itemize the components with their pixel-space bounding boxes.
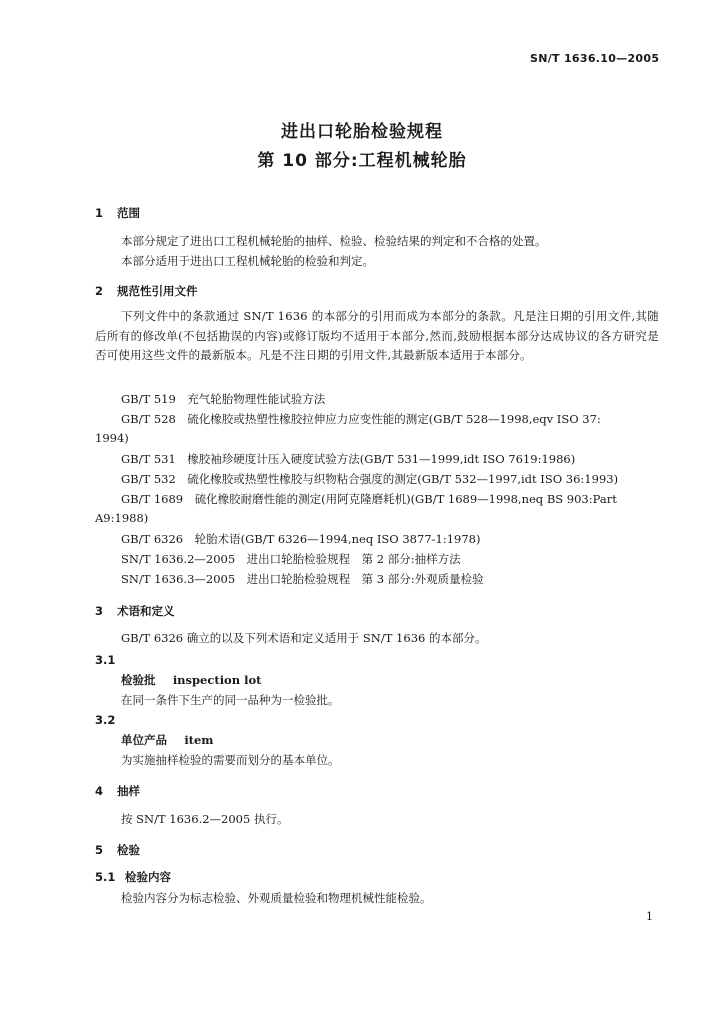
paragraph: 按 SN/T 1636.2—2005 执行。 [121,812,289,826]
subsection-5-1-heading [95,869,171,885]
term-number: 3.2 [95,713,116,727]
section-title: 检验 [117,843,140,857]
section-number: 4 [95,784,104,798]
page-number: 1 [646,910,653,923]
paragraph: 本部分规定了进出口工程机械轮胎的抽样、检验、检验结果的判定和不合格的处置。 [121,234,547,248]
section-number: 2 [95,284,104,298]
paragraph: 下列文件中的条款通过 SN/T 1636 的本部分的引用而成为本部分的条款。凡是注日期的引用文件,其随后所有的修改单(不包括勘误的内容)或修订版均不适用于本部分,然而,鼓励根据本部分达成协议的各方研究是否可使用这些文件的最新版本。凡是不注日期的引用文件,其最新版本适用于本部分。 [95,309,659,362]
document-subtitle: 第 10 部分:工程机械轮胎 [257,151,467,171]
section-number: 1 [95,206,104,220]
subsection-number: 5.1 [95,870,116,884]
reference-item-continued: A9:1988) [95,511,149,525]
section-title: 范围 [117,206,140,220]
reference-item: GB/T 6326 轮胎术语(GB/T 6326—1994,neq ISO 3877-1:1978) [121,532,481,546]
term-english: item [184,733,214,747]
section-5-heading [95,842,140,858]
reference-item: GB/T 519 充气轮胎物理性能试验方法 [121,392,326,406]
term-heading [121,672,261,688]
section-2-heading [95,283,198,299]
paragraph: GB/T 6326 确立的以及下列术语和定义适用于 SN/T 1636 的本部分。 [121,631,487,645]
term-heading [121,732,213,748]
section-number: 5 [95,843,104,857]
section-3-heading [95,603,175,619]
term-number: 3.1 [95,653,116,667]
reference-item: GB/T 528 硫化橡胶或热塑性橡胶拉伸应力应变性能的测定(GB/T 528—1998,eqv ISO 37: [121,412,601,426]
term-definition: 为实施抽样检验的需要而划分的基本单位。 [121,753,340,767]
paragraph: 检验内容分为标志检验、外观质量检验和物理机械性能检验。 [121,891,432,905]
reference-item: SN/T 1636.3—2005 进出口轮胎检验规程 第 3 部分:外观质量检验 [121,572,484,586]
subsection-title: 检验内容 [125,870,171,884]
section-title: 抽样 [117,784,140,798]
reference-item: SN/T 1636.2—2005 进出口轮胎检验规程 第 2 部分:抽样方法 [121,552,461,566]
section-4-heading [95,783,140,799]
reference-item-continued: 1994) [95,431,129,445]
reference-item: GB/T 532 硫化橡胶或热塑性橡胶与织物粘合强度的测定(GB/T 532—1997,idt ISO 36:1993) [121,472,619,486]
reference-item: GB/T 531 橡胶袖珍硬度计压入硬度试验方法(GB/T 531—1999,idt ISO 7619:1986) [121,452,576,466]
term-chinese: 检验批 [121,673,156,687]
term-definition: 在同一条件下生产的同一品种为一检验批。 [121,693,340,707]
section-number: 3 [95,604,104,618]
section-1-heading [95,205,140,221]
standard-code: SN/T 1636.10—2005 [530,52,660,65]
paragraph: 本部分适用于进出口工程机械轮胎的检验和判定。 [121,254,374,268]
term-english: inspection lot [172,673,262,687]
term-chinese: 单位产品 [121,733,167,747]
section-title: 术语和定义 [117,604,175,618]
section-title: 规范性引用文件 [117,284,198,298]
document-title: 进出口轮胎检验规程 [281,122,443,142]
reference-item: GB/T 1689 硫化橡胶耐磨性能的测定(用阿克隆磨耗机)(GB/T 1689—1998,neq BS 903:Part [121,492,617,506]
